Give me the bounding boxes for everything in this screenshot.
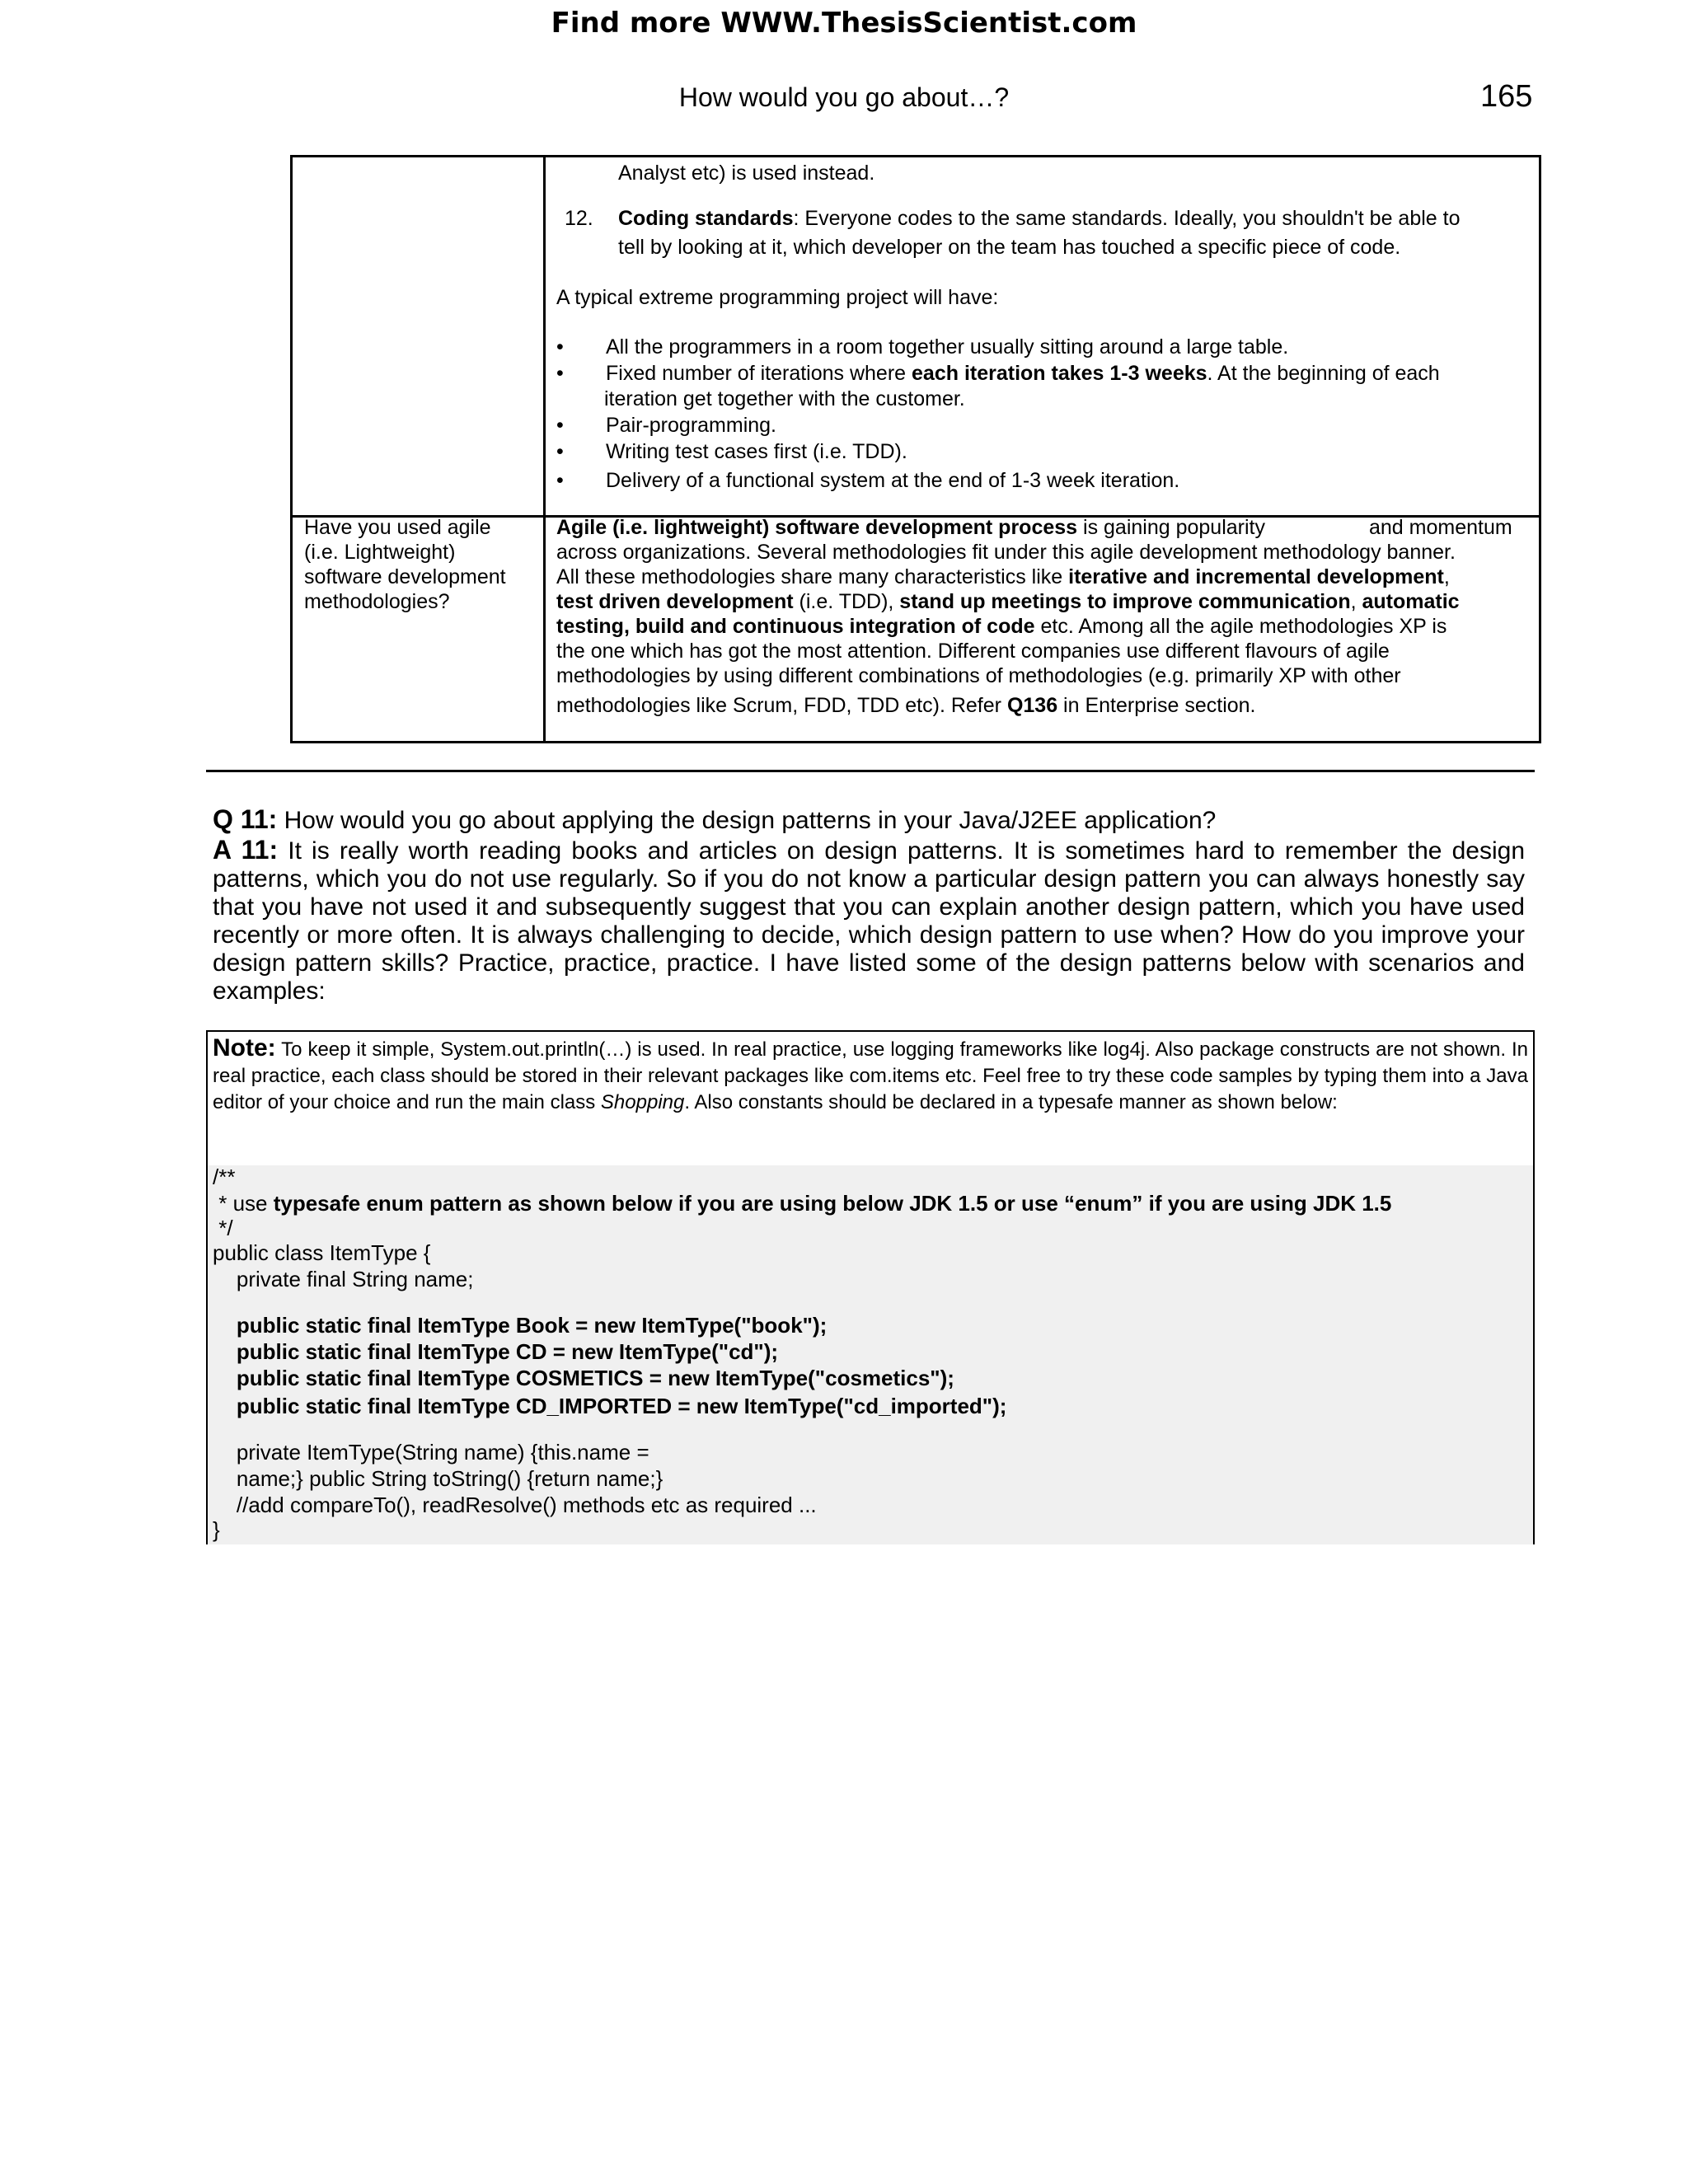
bullet-text: Pair-programming.: [606, 414, 777, 437]
bullet-text: Writing test cases first (i.e. TDD).: [606, 440, 907, 463]
bold-run: test driven development: [556, 590, 794, 613]
bullet: •: [556, 440, 564, 463]
bullet: •: [556, 469, 564, 492]
code-line: public static final ItemType CD = new ItemType("cd");: [213, 1339, 779, 1364]
running-head: How would you go about…?: [678, 82, 1010, 112]
qa-table: [290, 155, 1541, 743]
agile-answer-line: [556, 693, 1256, 718]
note-text: . Also constants should be declared in a typesafe manner as shown below:: [684, 1091, 1338, 1113]
agile-answer-line: [556, 515, 1265, 540]
agile-answer-line-end: and momentum: [1369, 516, 1512, 539]
answer-label: A 11:: [213, 835, 279, 865]
bullet: •: [556, 414, 564, 437]
note-colon: :: [267, 1034, 276, 1062]
bold-run: each iteration takes 1-3 weeks: [912, 362, 1207, 385]
bold-run: Agile (i.e. lightweight) software development process: [556, 516, 1078, 539]
text-run: All these methodologies share many characteristics like: [556, 565, 1069, 588]
question-label: Q 11:: [213, 804, 278, 834]
list-item-coding-standards: [618, 206, 1461, 231]
page-number: 165: [1480, 79, 1533, 114]
text-run: is gaining popularity: [1077, 516, 1265, 539]
code-line: public static final ItemType Book = new ItemType("book");: [213, 1313, 828, 1338]
code-line: */: [213, 1216, 233, 1240]
bullet-text: [606, 361, 1440, 386]
agile-answer-line: methodologies by using different combinations of methodologies (e.g. primarily XP with other: [556, 664, 1401, 687]
list-item-number: 12.: [565, 207, 593, 230]
question-line: methodologies?: [304, 590, 450, 613]
note-text: To keep it simple, System.out.println(…) is used. In real practice, use logging frameworks like log4j. Also package constructs are not shown. In real practice, each class should be stored in their relevant packages like com.items etc. Feel free to try these code samples by typing them into a Java editor of your choice and run the main class: [213, 1038, 1528, 1113]
code-box: [206, 1030, 1535, 1544]
text-run: ,: [1443, 565, 1450, 588]
bullet-text: All the programmers in a room together usually sitting around a large table.: [606, 335, 1289, 359]
question-cell: [304, 515, 506, 614]
question-text: How would you go about applying the design patterns in your Java/J2EE application?: [277, 807, 1217, 834]
bold-run: Q136: [1006, 694, 1058, 717]
agile-answer-line: the one which has got the most attention. Different companies use different flavours of agile: [556, 640, 1390, 663]
list-intro: A typical extreme programming project will have:: [556, 286, 999, 309]
bullet-text: Delivery of a functional system at the end of 1-3 week iteration.: [606, 469, 1180, 492]
term-coding-standards: Coding standards: [618, 207, 794, 230]
code-line: //add compareTo(), readResolve() methods etc as required ...: [213, 1493, 817, 1517]
list-item-line: tell by looking at it, which developer on the team has touched a specific piece of code.: [618, 236, 1401, 259]
code-line: private final String name;: [213, 1267, 474, 1291]
bullet: •: [556, 362, 564, 385]
list-item-tail: Analyst etc) is used instead.: [618, 162, 875, 185]
code-line: [213, 1190, 1391, 1217]
agile-answer-line: [556, 614, 1447, 639]
bold-run: automatic: [1362, 590, 1460, 613]
question-line: software development: [304, 565, 506, 588]
bullet: •: [556, 335, 564, 359]
question-line: Have you used agile: [304, 516, 491, 539]
note-italic: Shopping: [600, 1091, 685, 1113]
code-line: public class ItemType {: [213, 1240, 431, 1265]
column-divider: [543, 157, 546, 741]
section-rule: [206, 770, 1535, 772]
question-line: (i.e. Lightweight): [304, 541, 456, 564]
site-banner: Find more WWW.ThesisScientist.com: [551, 7, 1137, 40]
code-line: public static final ItemType CD_IMPORTED = new ItemType("cd_imported");: [213, 1394, 1007, 1418]
bold-run: stand up meetings to improve communication: [899, 590, 1351, 613]
question-11: [213, 804, 1216, 835]
code-line: }: [213, 1517, 220, 1542]
code-line: private ItemType(String name) {this.name =: [213, 1440, 649, 1465]
note-label: Note: [213, 1034, 268, 1062]
bold-run: testing, build and continuous integration of code: [556, 615, 1035, 638]
text-run: . At the beginning of each: [1207, 362, 1440, 385]
text-run: ,: [1350, 590, 1362, 613]
agile-answer-line: [556, 565, 1450, 589]
code-line: name;} public String toString() {return name;}: [213, 1466, 663, 1491]
term-definition: : Everyone codes to the same standards. Ideally, you shouldn't be able to: [793, 207, 1461, 230]
text-run: methodologies like Scrum, FDD, TDD etc). Refer: [556, 694, 1007, 717]
code-text: * use: [213, 1191, 274, 1216]
code-line: /**: [213, 1165, 236, 1189]
text-run: (i.e. TDD),: [793, 590, 900, 613]
agile-answer-line: [556, 589, 1460, 614]
code-bold: typesafe enum pattern as shown below if you are using below JDK 1.5 or use “enum” if you are using JDK 1.5: [273, 1191, 1392, 1216]
code-line: public static final ItemType COSMETICS = new ItemType("cosmetics");: [213, 1366, 954, 1390]
bold-run: iterative and incremental development: [1068, 565, 1444, 588]
answer-text: It is really worth reading books and articles on design patterns. It is sometimes hard to remember the design patterns, which you do not use regularly. So if you do not know a particular design pattern you can always honestly say that you have not used it and subsequently suggest that you can explain another design pattern, which you have used recently or more often. It is always challenging to decide, which design pattern to use when? How do you improve your design pattern skills? Practice, practice, practice. I have listed some of the design patterns below with scenarios and examples:: [213, 837, 1526, 1005]
text-run: Fixed number of iterations where: [606, 362, 912, 385]
agile-answer-line: across organizations. Several methodologies fit under this agile development methodology banner.: [556, 541, 1456, 564]
text-run: in Enterprise section.: [1057, 694, 1256, 717]
note-paragraph: [213, 1035, 1528, 1116]
text-run: etc. Among all the agile methodologies XP is: [1034, 615, 1447, 638]
bullet-text-continued: iteration get together with the customer.: [604, 387, 965, 410]
answer-11: [213, 836, 1525, 1005]
